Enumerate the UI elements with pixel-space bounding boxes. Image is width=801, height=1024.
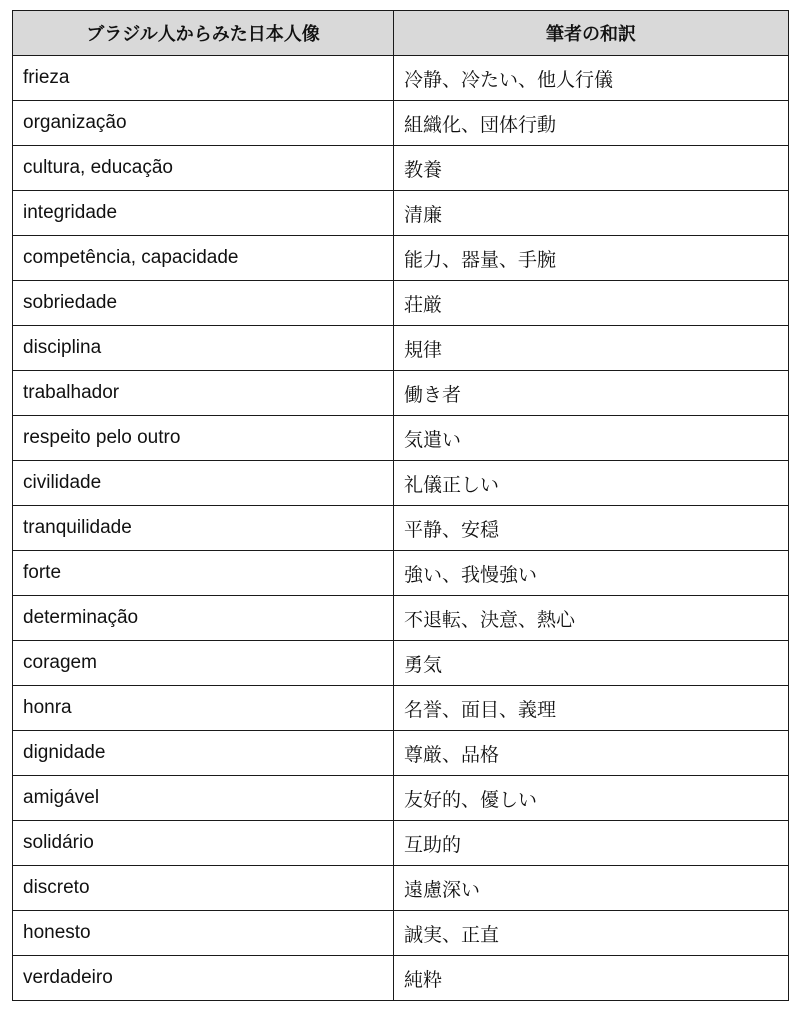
portuguese-term-cell: competência, capacidade — [13, 236, 394, 281]
japanese-translation-cell: 友好的、優しい — [394, 776, 789, 821]
portuguese-term-cell: discreto — [13, 866, 394, 911]
table-row — [13, 776, 789, 821]
table-row — [13, 956, 789, 1001]
vocabulary-table — [12, 10, 789, 1001]
table-row — [13, 416, 789, 461]
japanese-translation-cell: 誠実、正直 — [394, 911, 789, 956]
japanese-translation-cell: 気遣い — [394, 416, 789, 461]
japanese-translation-cell: 荘厳 — [394, 281, 789, 326]
table-row — [13, 146, 789, 191]
portuguese-term-cell: verdadeiro — [13, 956, 394, 1001]
japanese-translation-cell: 尊厳、品格 — [394, 731, 789, 776]
portuguese-term-cell: honra — [13, 686, 394, 731]
japanese-translation-cell: 清廉 — [394, 191, 789, 236]
table-row — [13, 641, 789, 686]
japanese-translation-cell: 組織化、団体行動 — [394, 101, 789, 146]
japanese-translation-cell: 純粋 — [394, 956, 789, 1001]
portuguese-term-cell: frieza — [13, 56, 394, 101]
portuguese-term-cell: tranquilidade — [13, 506, 394, 551]
header-row — [13, 11, 789, 56]
table-row — [13, 551, 789, 596]
portuguese-term-cell: organização — [13, 101, 394, 146]
portuguese-term-cell: amigável — [13, 776, 394, 821]
japanese-translation-cell: 強い、我慢強い — [394, 551, 789, 596]
portuguese-term-cell: solidário — [13, 821, 394, 866]
portuguese-term-cell: cultura, educação — [13, 146, 394, 191]
portuguese-term-cell: civilidade — [13, 461, 394, 506]
portuguese-term-cell: determinação — [13, 596, 394, 641]
japanese-translation-cell: 遠慮深い — [394, 866, 789, 911]
japanese-translation-cell: 名誉、面目、義理 — [394, 686, 789, 731]
table-row — [13, 506, 789, 551]
portuguese-term-cell: disciplina — [13, 326, 394, 371]
portuguese-term-cell: sobriedade — [13, 281, 394, 326]
japanese-translation-cell: 勇気 — [394, 641, 789, 686]
japanese-translation-cell: 教養 — [394, 146, 789, 191]
table-row — [13, 101, 789, 146]
table-row — [13, 281, 789, 326]
table-row — [13, 191, 789, 236]
table-row — [13, 461, 789, 506]
portuguese-term-cell: respeito pelo outro — [13, 416, 394, 461]
table-body — [13, 56, 789, 1001]
table-row — [13, 731, 789, 776]
portuguese-term-cell: honesto — [13, 911, 394, 956]
table-row — [13, 596, 789, 641]
table-row — [13, 56, 789, 101]
table-row — [13, 686, 789, 731]
table-row — [13, 866, 789, 911]
header-japanese-column: 筆者の和訳 — [394, 11, 789, 56]
table-row — [13, 326, 789, 371]
table-row — [13, 821, 789, 866]
header-portuguese-column: ブラジル人からみた日本人像 — [13, 11, 394, 56]
table-row — [13, 371, 789, 416]
portuguese-term-cell: dignidade — [13, 731, 394, 776]
portuguese-term-cell: coragem — [13, 641, 394, 686]
japanese-translation-cell: 冷静、冷たい、他人行儀 — [394, 56, 789, 101]
table-row — [13, 911, 789, 956]
japanese-translation-cell: 働き者 — [394, 371, 789, 416]
japanese-translation-cell: 礼儀正しい — [394, 461, 789, 506]
japanese-translation-cell: 能力、器量、手腕 — [394, 236, 789, 281]
portuguese-term-cell: trabalhador — [13, 371, 394, 416]
japanese-translation-cell: 規律 — [394, 326, 789, 371]
japanese-translation-cell: 互助的 — [394, 821, 789, 866]
portuguese-term-cell: integridade — [13, 191, 394, 236]
portuguese-term-cell: forte — [13, 551, 394, 596]
table-row — [13, 236, 789, 281]
japanese-translation-cell: 不退転、決意、熱心 — [394, 596, 789, 641]
table-header — [13, 11, 789, 56]
japanese-translation-cell: 平静、安穏 — [394, 506, 789, 551]
